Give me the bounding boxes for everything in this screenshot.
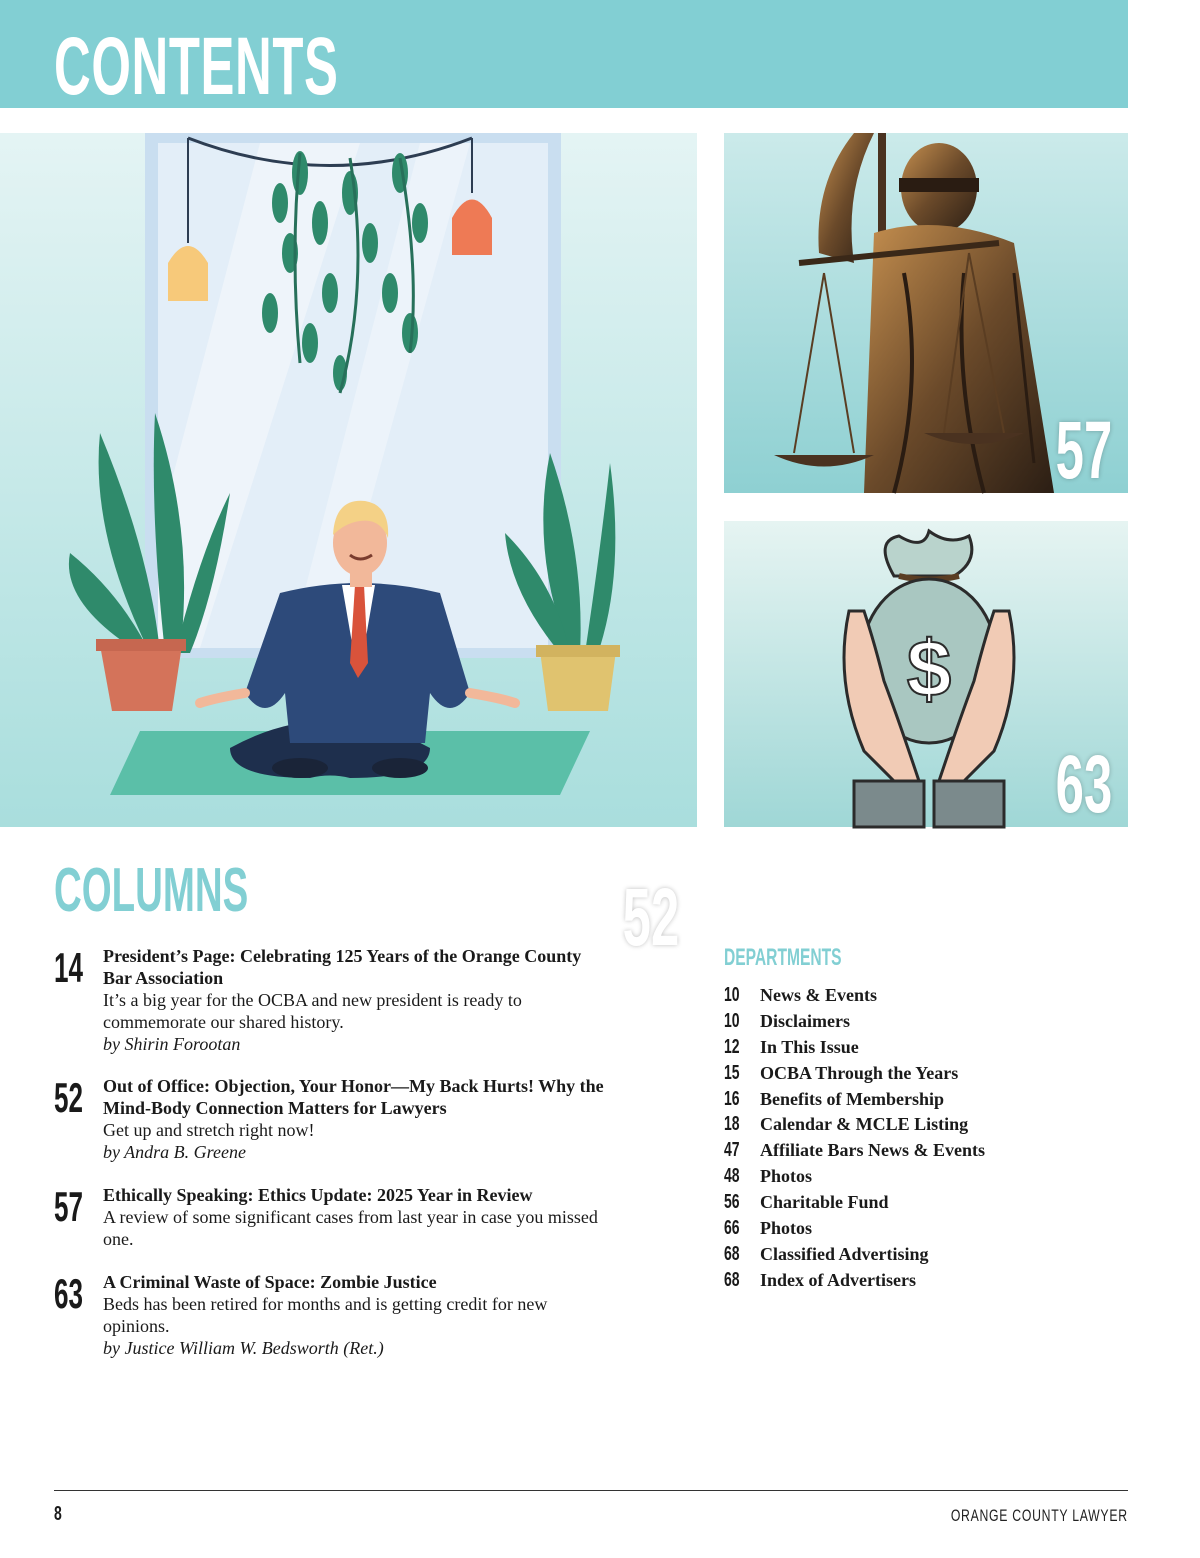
department-page-number: 10 bbox=[724, 1009, 740, 1032]
departments-heading: DEPARTMENTS bbox=[724, 944, 842, 971]
page-title: CONTENTS bbox=[54, 21, 339, 112]
column-byline: by Justice William W. Bedsworth (Ret.) bbox=[103, 1338, 384, 1358]
department-label: Charitable Fund bbox=[760, 1192, 889, 1213]
department-page-number: 66 bbox=[724, 1217, 740, 1240]
department-label: In This Issue bbox=[760, 1036, 859, 1057]
column-description: It’s a big year for the OCBA and new president is ready to commemorate our shared history. bbox=[103, 990, 522, 1032]
svg-text:$: $ bbox=[906, 624, 952, 713]
department-label: Classified Advertising bbox=[760, 1243, 929, 1264]
department-item[interactable] bbox=[724, 1268, 1124, 1294]
department-page-number: 47 bbox=[724, 1139, 740, 1162]
department-item[interactable] bbox=[724, 1112, 1124, 1138]
column-description: Get up and stretch right now! bbox=[103, 1120, 315, 1140]
department-item[interactable] bbox=[724, 1216, 1124, 1242]
meditation-illustration bbox=[0, 133, 697, 827]
department-item[interactable] bbox=[724, 1009, 1124, 1035]
department-label: Benefits of Membership bbox=[760, 1088, 944, 1109]
department-page-number: 12 bbox=[724, 1035, 740, 1058]
department-page-number: 48 bbox=[724, 1165, 740, 1188]
header-band bbox=[0, 0, 1128, 112]
column-title: President’s Page: Celebrating 125 Years of the Orange County Bar Association bbox=[103, 946, 582, 988]
department-page-number: 68 bbox=[724, 1242, 740, 1265]
department-item[interactable] bbox=[724, 1061, 1124, 1087]
department-label: Photos bbox=[760, 1166, 813, 1187]
department-item[interactable] bbox=[724, 1035, 1124, 1061]
column-title: A Criminal Waste of Space: Zombie Justice bbox=[103, 1272, 437, 1292]
footer-page-number: 8 bbox=[54, 1503, 62, 1525]
department-label: Calendar & MCLE Listing bbox=[760, 1114, 969, 1135]
column-byline: by Andra B. Greene bbox=[103, 1142, 246, 1162]
footer-divider bbox=[54, 1490, 1128, 1491]
department-page-number: 15 bbox=[724, 1061, 740, 1084]
department-page-number: 56 bbox=[724, 1191, 740, 1214]
column-description: Beds has been retired for months and is getting credit for new opinions. bbox=[103, 1294, 548, 1336]
footer-magazine-name: ORANGE COUNTY LAWYER bbox=[951, 1506, 1128, 1525]
department-item[interactable] bbox=[724, 1087, 1124, 1113]
department-label: OCBA Through the Years bbox=[760, 1062, 959, 1083]
column-page-number: 14 bbox=[54, 944, 83, 991]
department-page-number: 10 bbox=[724, 984, 740, 1006]
department-page-number: 68 bbox=[724, 1268, 740, 1291]
department-label: Disclaimers bbox=[760, 1010, 850, 1031]
column-title: Ethically Speaking: Ethics Update: 2025 Year in Review bbox=[103, 1185, 533, 1205]
departments-list bbox=[724, 983, 1124, 1294]
column-page-number: 52 bbox=[54, 1074, 83, 1121]
feature-image-money-bag[interactable] bbox=[724, 521, 1128, 830]
department-page-number: 16 bbox=[724, 1087, 740, 1110]
feature-page-number: 52 bbox=[622, 872, 679, 963]
department-item[interactable] bbox=[724, 1164, 1124, 1190]
department-item[interactable] bbox=[724, 983, 1124, 1009]
department-label: Index of Advertisers bbox=[760, 1269, 916, 1290]
department-label: News & Events bbox=[760, 985, 877, 1005]
department-item[interactable] bbox=[724, 1242, 1124, 1268]
column-description: A review of some significant cases from last year in case you missed one. bbox=[103, 1207, 598, 1249]
department-page-number: 18 bbox=[724, 1113, 740, 1136]
column-entry[interactable] bbox=[54, 945, 614, 1055]
column-entry[interactable] bbox=[54, 1271, 614, 1361]
column-entry[interactable] bbox=[54, 1184, 614, 1254]
department-label: Affiliate Bars News & Events bbox=[760, 1140, 985, 1161]
column-title: Out of Office: Objection, Your Honor—My Back Hurts! Why the Mind-Body Connection Matters for Lawyers bbox=[103, 1076, 604, 1118]
feature-image-lady-justice[interactable] bbox=[724, 133, 1128, 496]
department-item[interactable] bbox=[724, 1138, 1124, 1164]
feature-page-number: 57 bbox=[1055, 405, 1112, 496]
column-page-number: 63 bbox=[54, 1270, 83, 1317]
column-page-number: 57 bbox=[54, 1183, 83, 1230]
feature-page-number: 63 bbox=[1055, 739, 1112, 830]
columns-heading: COLUMNS bbox=[54, 856, 249, 925]
column-entry[interactable] bbox=[54, 1075, 614, 1165]
department-item[interactable] bbox=[724, 1190, 1124, 1216]
column-byline: by Shirin Forootan bbox=[103, 1034, 241, 1054]
department-label: Photos bbox=[760, 1218, 813, 1239]
